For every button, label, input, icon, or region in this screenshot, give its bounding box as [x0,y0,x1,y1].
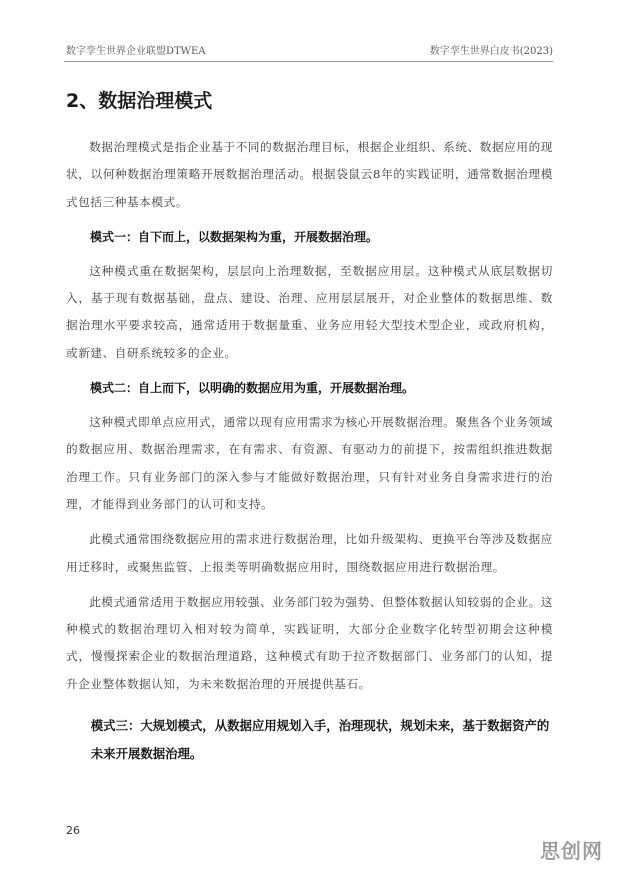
paragraph-mode-one: 这种模式重在数据架构，层层向上治理数据，至数据应用层。这种模式从底层数据切入，基于现有数据基础，盘点、建设、治理、应用层层展开，对企业整体的数据思维、数据治理水平要求较高，通常适用于数据量重、业务应用轻大型技术型企业，或政府机构，或新建、自研系统较多的企业。 [66,263,553,360]
paragraph-mode-two-a: 这种模式即单点应用式，通常以现有应用需求为核心开展数据治理。聚焦各个业务领域的数据应用、数据治理需求，在有需求、有资源、有驱动力的前提下，按需组织推进数据治理工作。只有业务部门的深入参与才能做好数据治理，只有针对业务自身需求进行的治理，才能得到业务部门的认可和支持。 [66,415,553,511]
page-number: 26 [66,824,80,837]
header-right-text: 数字孪生世界白皮书(2023) [429,46,553,57]
watermark-logo: 思创网 [540,839,603,863]
header-divider [64,61,553,62]
mode-one-heading: 模式一：自下而上，以数据架构为重，开展数据治理。 [90,229,379,244]
section-title: 2、数据治理模式 [66,90,213,112]
paragraph-mode-two-b: 此模式通常围绕数据应用的需求进行数据治理，比如升级架构、更换平台等涉及数据应用迁移时，或聚焦监管、上报类等明确数据应用时，围绕数据应用进行数据治理。 [66,532,553,574]
paragraph-mode-two-c: 此模式通常适用于数据应用较强、业务部门较为强势、但整体数据认知较弱的企业。这种模式的数据治理切入相对较为简单，实践证明，大部分企业数字化转型初期会这种模式，慢慢探索企业的数据治理道路，这种模式有助于拉齐数据部门、业务部门的认知，提升企业整体数据认知，为未来数据治理的开展提供基石。 [66,594,553,691]
document-body [66,134,553,775]
header-left-text: 数字孪生世界企业联盟DTWEA [66,46,206,57]
mode-three-heading: 模式三：大规划模式，从数据应用规划入手，治理现状，规划未来，基于数据资产的未来开展数据治理。 [90,718,550,762]
mode-two-heading: 模式二：自上而下，以明确的数据应用为重，开展数据治理。 [90,381,415,396]
paragraph-intro: 数据治理模式是指企业基于不同的数据治理目标，根据企业组织、系统、数据应用的现状，以何种数据治理策略开展数据治理活动。根据袋鼠云8年的实践证明，通常数据治理模式包括三种基本模式。 [66,140,553,209]
